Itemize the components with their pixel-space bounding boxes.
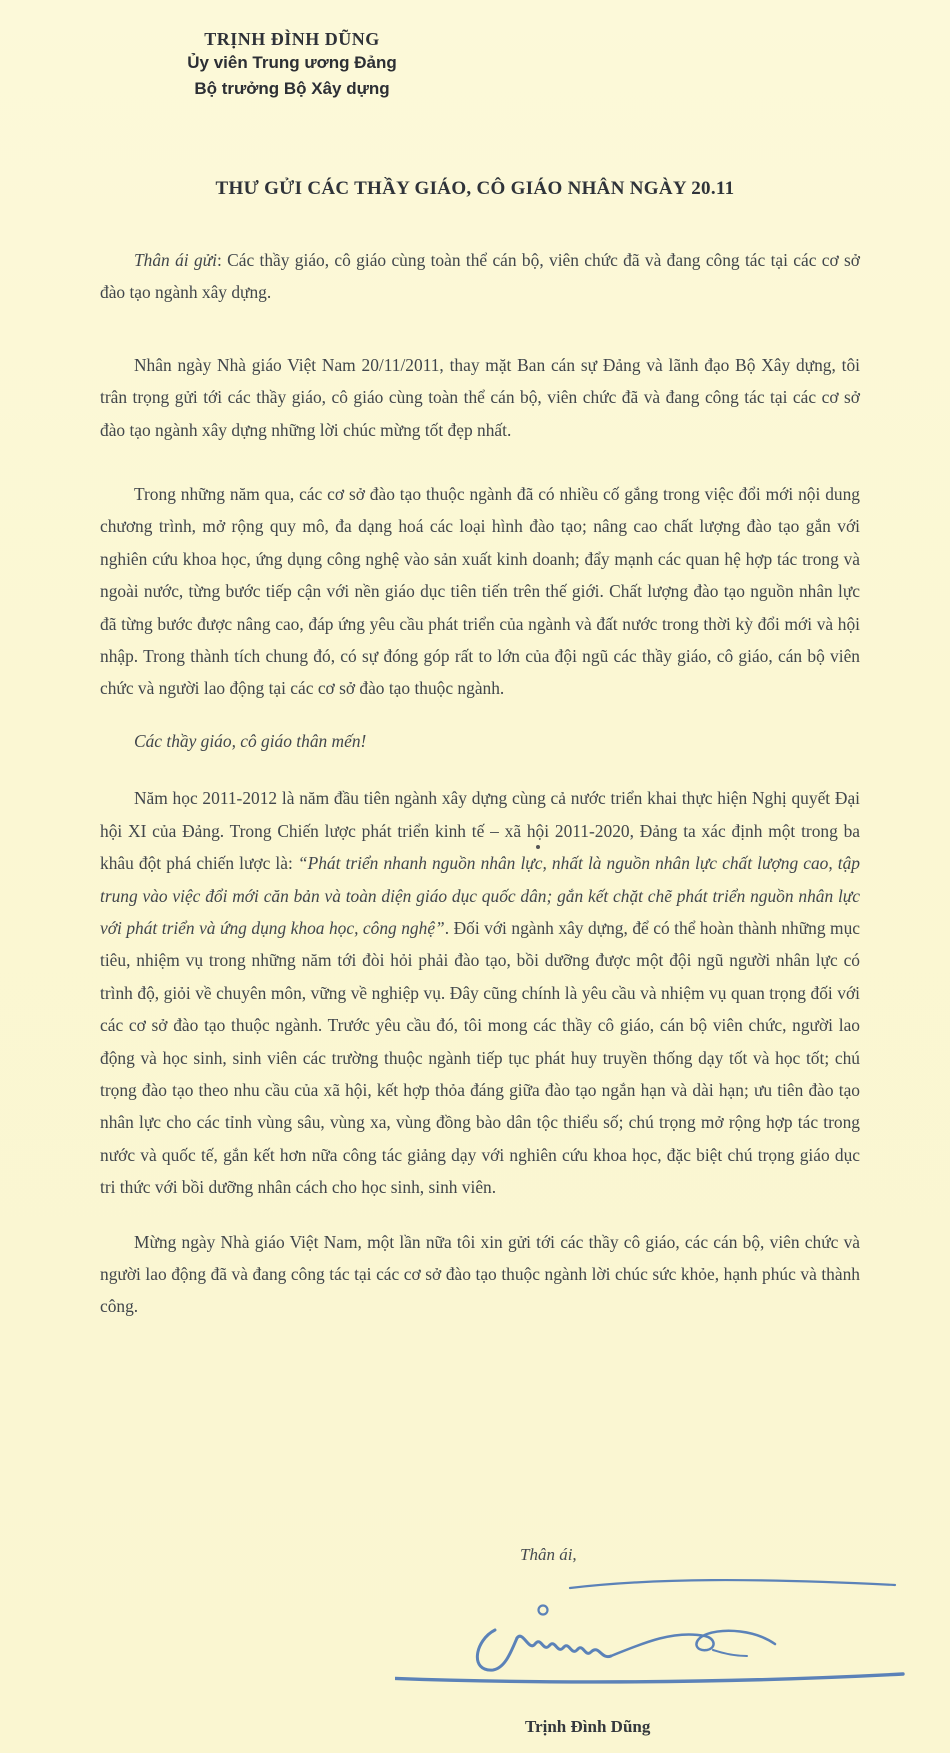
letter-body [100,244,860,1323]
greeting-paragraph [100,244,860,309]
paragraph-2: Trong những năm qua, các cơ sở đào tạo thuộc ngành đã có nhiều cố gắng trong việc đổi mới nội dung chương trình, mở rộng quy mô, đa dạng hoá các loại hình đào tạo; nâng cao chất lượng đào tạo gắn với nghiên cứu khoa học, ứng dụng công nghệ vào sản xuất kinh doanh; đẩy mạnh các quan hệ hợp tác trong và ngoài nước, từng bước tiếp cận với nền giáo dục tiên tiến trên thế giới. Chất lượng đào tạo nguồn nhân lực đã từng bước được nâng cao, đáp ứng yêu cầu phát triển của ngành và đất nước trong thời kỳ đổi mới và hội nhập. Trong thành tích chung đó, có sự đóng góp rất to lớn của đội ngũ các thầy giáo, cô giáo, cán bộ viên chức và người lao động tại các cơ sở đào tạo thuộc ngành. [100,484,860,699]
paragraph-3-rest: . Đối với ngành xây dựng, để có thể hoàn thành những mục tiêu, nhiệm vụ trong những năm tới đòi hỏi phải đào tạo, bồi dưỡng được một đội ngũ người nhân lực có trình độ, giỏi về chuyên môn, vững về nghiệp vụ. Đây cũng chính là yêu cầu và nhiệm vụ quan trọng đối với các cơ sở đào tạo thuộc ngành. Trước yêu cầu đó, tôi mong các thầy cô giáo, cán bộ viên chức, người lao động và học sinh, sinh viên các trường thuộc ngành tiếp tục phát huy truyền thống dạy tốt và học tốt; chú trọng đào tạo theo nhu cầu của xã hội, kết hợp thỏa đáng giữa đào tạo ngắn hạn và dài hạn; ưu tiên đào tạo nhân lực cho các tỉnh vùng sâu, vùng xa, vùng đồng bào dân tộc thiểu số; chú trọng mở rộng hợp tác trong nước và quốc tế, gắn kết hơn nữa công tác giảng dạy với nghiên cứu khoa học, đặc biệt chú trọng giáo dục tri thức với bồi dưỡng nhân cách cho học sinh, sinh viên. [100,917,861,1198]
salutation: Các thầy giáo, cô giáo thân mến! [134,730,367,751]
letter-header [132,28,452,102]
handwritten-signature [395,1560,915,1700]
greeting-label: Thân ái gửi [134,250,217,270]
author-position-party: Ủy viên Trung ương Đảng [187,53,397,72]
letter-title: THƯ GỬI CÁC THẦY GIÁO, CÔ GIÁO NHÂN NGÀY 20.11 [215,178,735,199]
paragraph-3 [100,782,860,1203]
paragraph-4: Mừng ngày Nhà giáo Việt Nam, một lần nữa tôi xin gửi tới các thầy cô giáo, các cán bộ, viên chức và người lao động đã và đang công tác tại các cơ sở đào tạo thuộc ngành lời chúc sức khỏe, hạnh phúc và thành công. [100,1231,860,1317]
author-name: TRỊNH ĐÌNH DŨNG [204,29,380,49]
ink-dot [536,845,540,849]
author-position-ministry: Bộ trưởng Bộ Xây dựng [194,79,390,98]
paragraph-3-intro: Năm học 2011-2012 là năm đầu tiên ngành xây dựng cùng cả nước triển khai thực hiện Nghị quyết Đại hội XI của Đảng. Trong Chiến lược phát triển kinh tế – xã hội 2011-2020, Đảng ta xác định một trong ba khâu đột phá chiến lược là: [100,788,860,874]
greeting-text: : Các thầy giáo, cô giáo cùng toàn thể cán bộ, viên chức đã và đang công tác tại các cơ sở đào tạo ngành xây dựng. [100,250,860,303]
paragraph-3-quote: “Phát triển nhanh nguồn nhân lực, nhất là nguồn nhân lực chất lượng cao, tập trung vào việc đổi mới căn bản và toàn diện giáo dục quốc dân; gắn kết chặt chẽ phát triển nguồn nhân lực với phát triển và ứng dụng khoa học, công nghệ” [100,853,861,938]
signer-name: Trịnh Đình Dũng [525,1717,651,1736]
closing-text: Thân ái, [520,1545,577,1564]
paragraph-1: Nhân ngày Nhà giáo Việt Nam 20/11/2011, thay mặt Ban cán sự Đảng và lãnh đạo Bộ Xây dựng, tôi trân trọng gửi tới các thầy giáo, cô giáo cùng toàn thể cán bộ, viên chức đã và đang công tác tại các cơ sở đào tạo ngành xây dựng những lời chúc mừng tốt đẹp nhất. [100,354,860,440]
